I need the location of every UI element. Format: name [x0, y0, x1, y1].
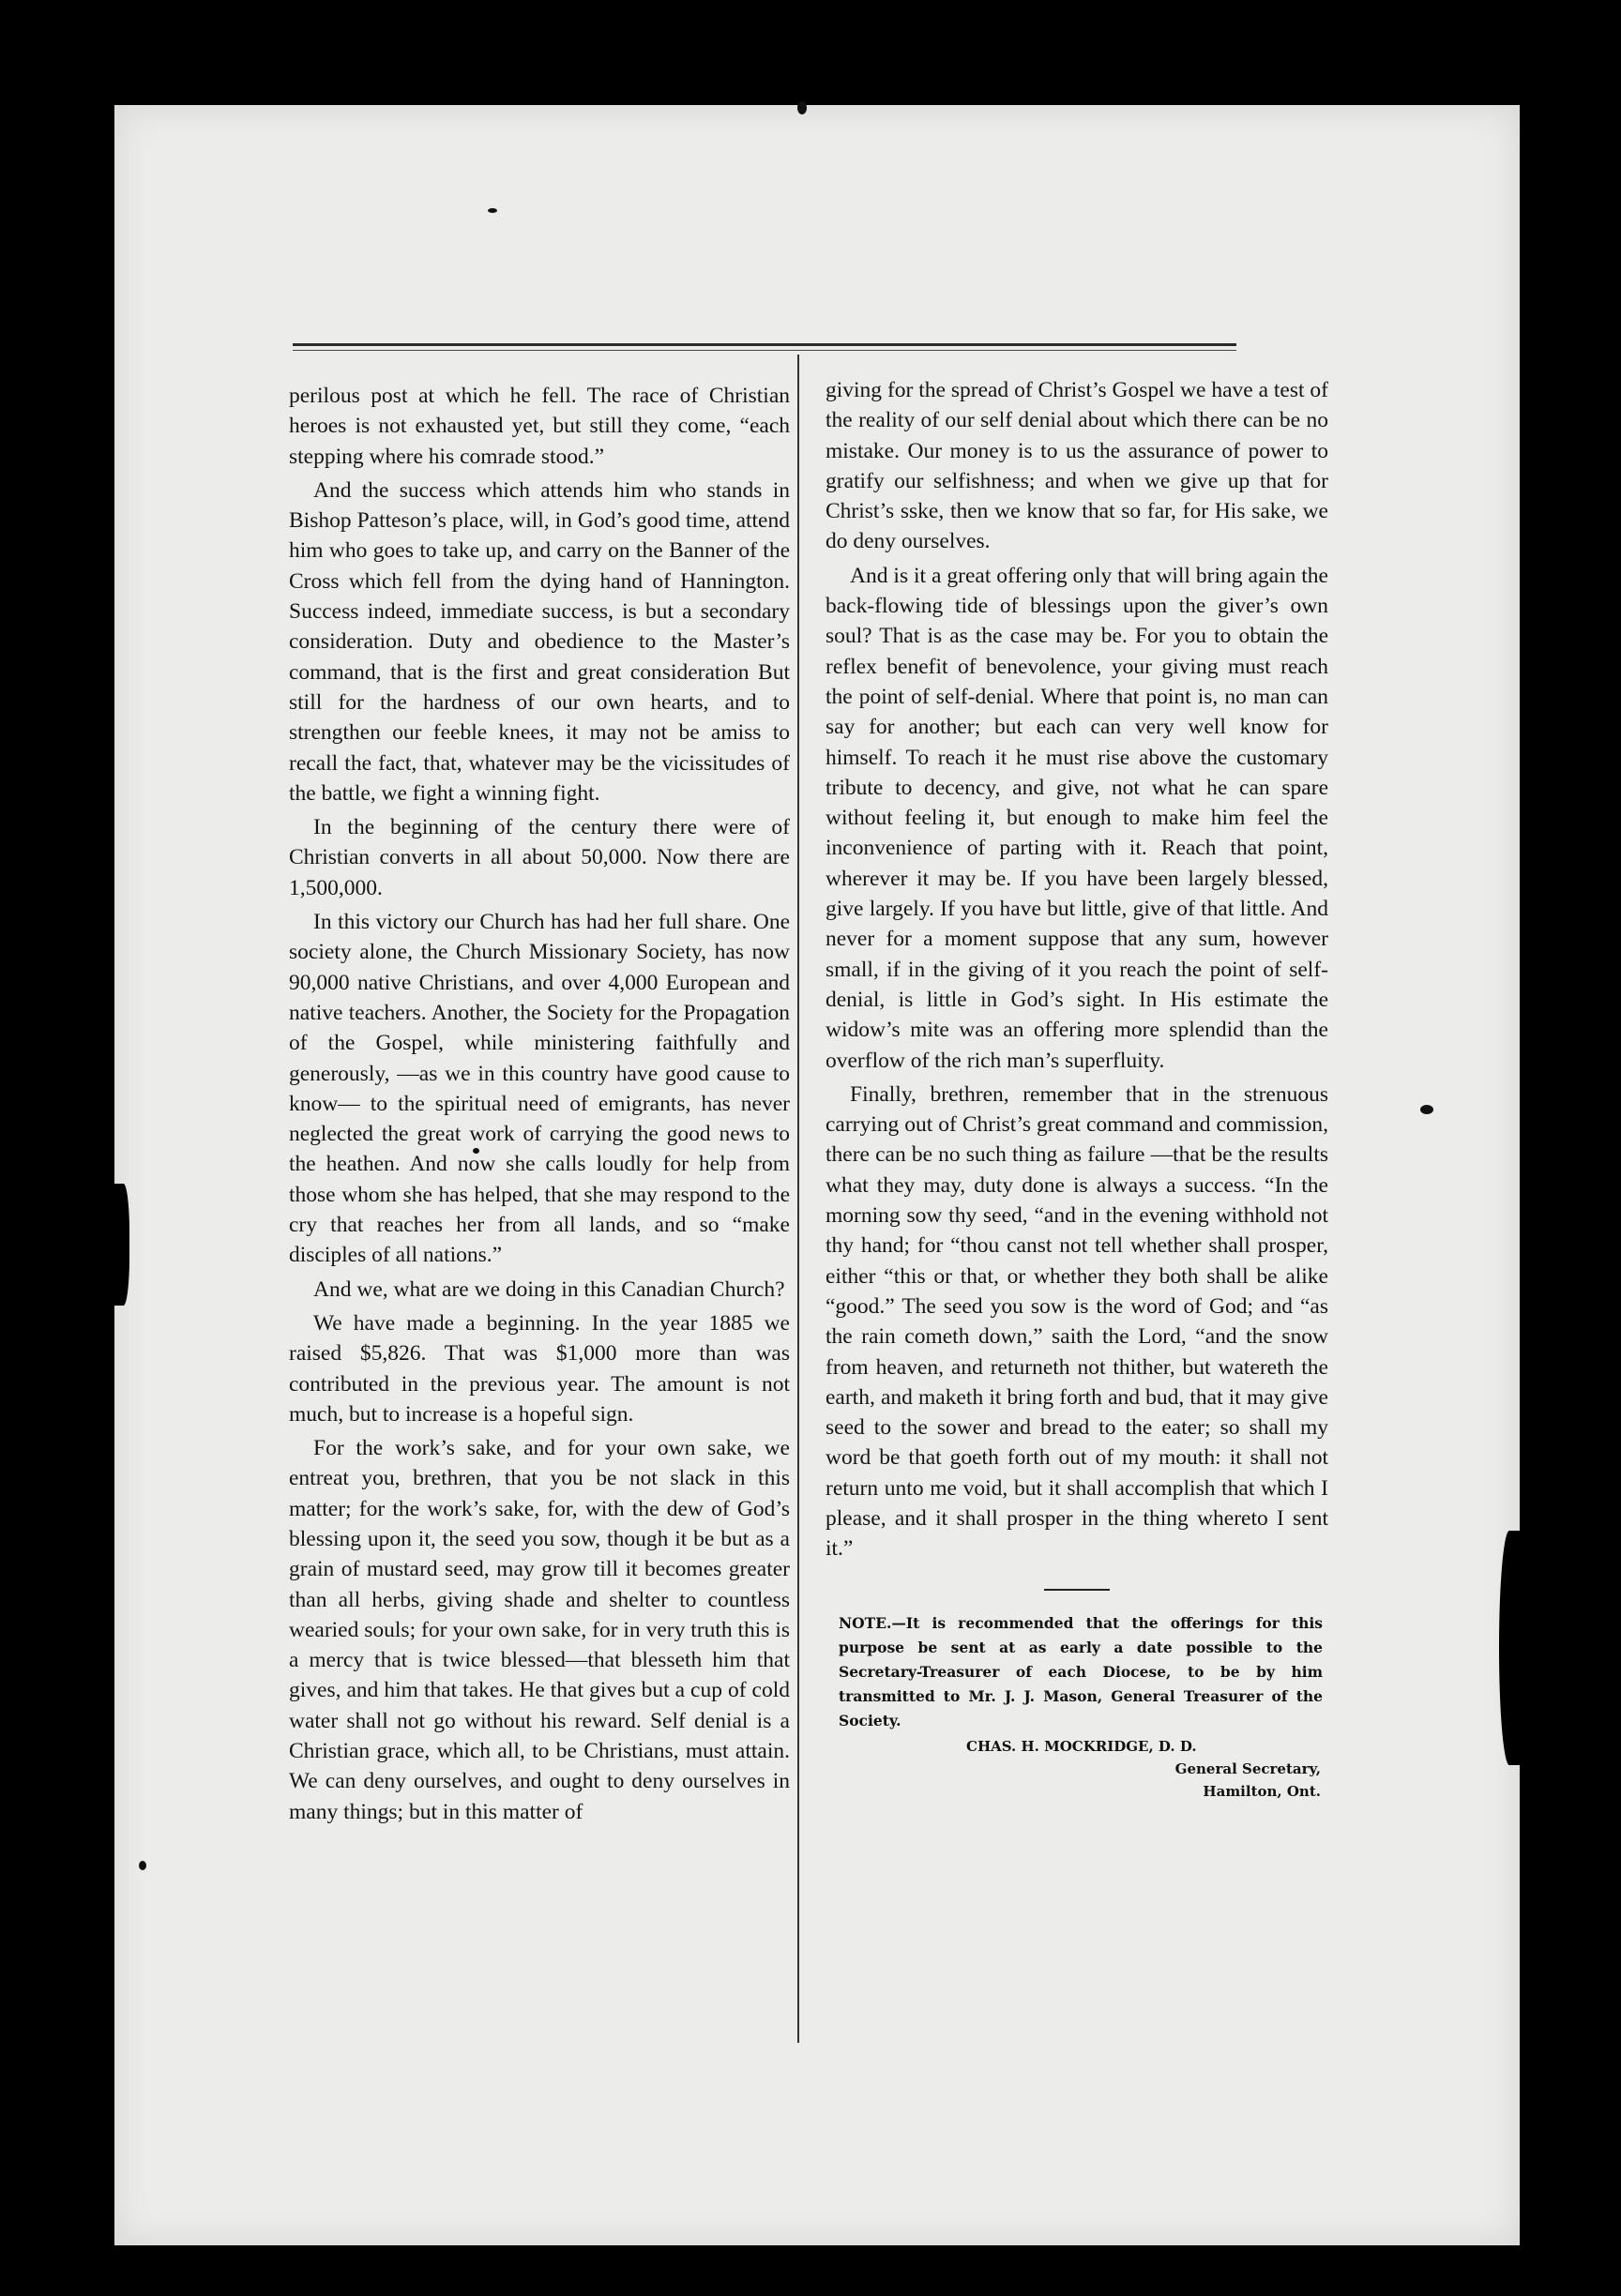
footnote: NOTE.—It is recommended that the offerings for this purpose be sent at as early a date possible to the Secretary-Treasurer of each Diocese, to be by him transmitted to Mr. J. J. Mason, General Treasurer of the Society.	[839, 1613, 1323, 1730]
paragraph: And we, what are we doing in this Canadian Church?	[313, 1276, 785, 1302]
header-rule	[293, 343, 1236, 346]
ink-speck	[139, 1861, 146, 1870]
paragraph: In this victory our Church has had her full share. One society alone, the Church Missionary Society, has now 90,000 native Christians, and over 4,000 European and native teachers. Another, the Society for the Propagation of the Gospel, while ministering faithfully and generously, —as we in this country have good cause to know— to the spiritual need of emigrants, has never neglected the great work of carrying the good news to the heathen. And now she calls loudly for help from those whom she has helped, that she may respond to the cry that reaches her from all lands, and so “make disciples of all nations.”	[289, 910, 790, 1268]
scanned-page	[114, 105, 1520, 2245]
paragraph: For the work’s sake, and for your own sake, we entreat you, brethren, that you be not slack in this matter; for the work’s sake, for, with the dew of God’s blessing upon it, the seed you sow, though it be but as a grain of mustard seed, may grow till it becomes greater than all herbs, giving shade and shelter to countless wearied souls; for your own sake, for in very truth this is a mercy that is twice blessed—that blesseth him that gives, and him that takes. He that gives but a cup of cold water shall not go without his reward. Self denial is a Christian grace, which all, to be Christians, must attain. We can deny ourselves, and ought to deny ourselves in many things; but in this matter of	[289, 1436, 790, 1824]
signature-name: CHAS. H. MOCKRIDGE, D. D.	[966, 1737, 1197, 1755]
paragraph: Finally, brethren, remember that in the strenuous carrying out of Christ’s great command and commission, there can be no such thing as failure —that be the results what they may, duty done is always a success. “In the morning sow thy seed, “and in the evening withhold not thy hand; for “thou canst not tell whether shall prosper, either “this or that, or whether they both shall be alike “good.” The seed you sow is the word of God; and “as the rain cometh down,” saith the Lord, “and the snow from heaven, and returneth not thither, but watereth the earth, and maketh it bring forth and bud, that it may give seed to the sower and bread to the eater; so shall my word be that goeth forth out of my mouth: it shall not return unto me void, but it shall accomplish that which I please, and it shall prosper in the thing whereto I sent it.”	[826, 1081, 1328, 1562]
header-rule	[293, 350, 1236, 351]
paragraph: giving for the spread of Christ’s Gospel we have a test of the reality of our self denial about which there can be no mistake. Our money is to us the assurance of power to gratify our selfishness; and when we give up that for Christ’s sske, then we know that so far, for His sake, we do deny ourselves.	[826, 378, 1328, 554]
ink-speck	[1420, 1105, 1433, 1114]
right-column	[826, 375, 1328, 1803]
signature-place: Hamilton, Ont.	[1203, 1782, 1321, 1800]
left-column	[289, 381, 790, 1831]
paragraph: In the beginning of the century there were of Christian converts in all about 50,000. Now there are 1,500,000.	[289, 815, 790, 900]
page-edge-tear	[114, 1184, 129, 1306]
signature-title: General Secretary,	[1174, 1760, 1321, 1777]
ink-speck	[797, 101, 807, 114]
paragraph: perilous post at which he fell. The race of Christian heroes is not exhausted yet, but still they come, “each stepping where his comrade stood.”	[289, 384, 790, 469]
paragraph: And the success which attends him who stands in Bishop Patteson’s place, will, in God’s good time, attend him who goes to take up, and carry on the Banner of the Cross which fell from the dying hand of Hannington. Success indeed, immediate success, is but a secondary consideration. Duty and obedience to the Master’s command, that is the first and great consideration But still for the hardness of our own hearts, and to strengthen our feeble knees, it may not be amiss to recall the fact, that, whatever may be the vicissitudes of the battle, we fight a winning fight.	[289, 477, 790, 806]
paragraph: And is it a great offering only that will bring again the back-flowing tide of blessings upon the giver’s own soul? That is as the case may be. For you to obtain the reflex benefit of benevolence, your giving must reach the point of self-denial. Where that point is, no man can say for another; but each can very well know for himself. To reach it he must rise above the customary tribute to decency, and give, not what he can spare without feeling it, but enough to make him feel the inconvenience of parting with it. Reach that point, wherever it may be. If you have been largely blessed, give largely. If you have but little, give of that little. And never for a moment suppose that any sum, however small, if in the giving of it you reach the point of self-denial, is little in God’s sight. In His estimate the widow’s mite was an offering more splendid than the overflow of the rich man’s superfluity.	[826, 563, 1328, 1073]
page-edge-tear	[1499, 1531, 1520, 1765]
section-rule	[1044, 1589, 1110, 1591]
paragraph: We have made a beginning. In the year 1885 we raised $5,826. That was $1,000 more than was contributed in the previous year. The amount is not much, but to increase is a hopeful sign.	[289, 1310, 790, 1427]
column-divider	[797, 355, 799, 2043]
ink-speck	[488, 208, 497, 213]
